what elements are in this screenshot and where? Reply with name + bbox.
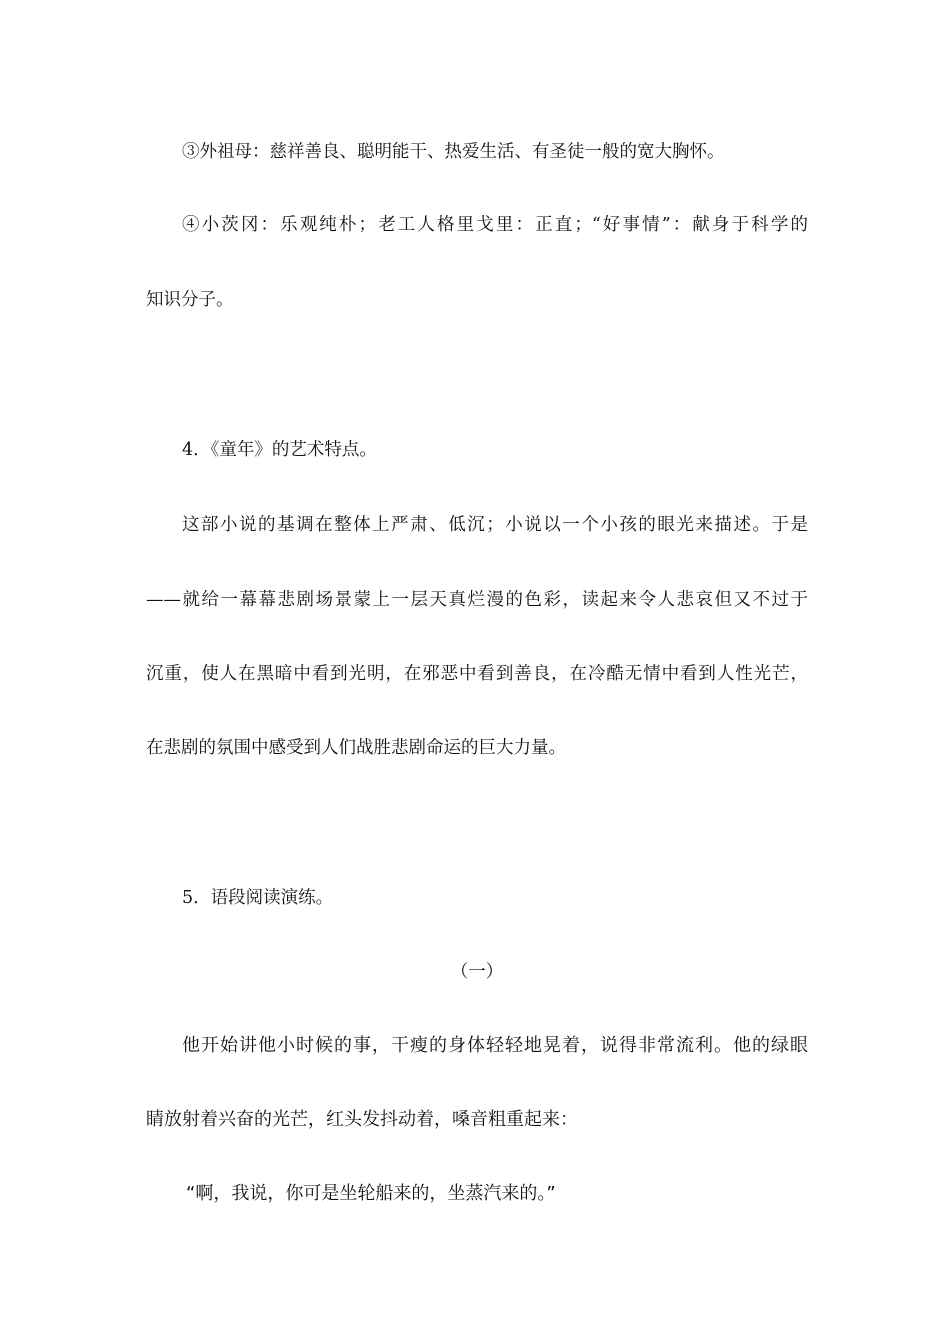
text-line-other-characters: ④小茨冈：乐观纯朴；老工人格里戈里：正直；“好事情”：献身于科学的 xyxy=(182,215,808,235)
text-line-grandmother: ③外祖母：慈祥善良、聪明能干、热爱生活、有圣徒一般的宽大胸怀。 xyxy=(182,142,725,162)
section-heading-art-features: 4．《童年》的艺术特点。 xyxy=(182,440,377,460)
passage-line-1: 他开始讲他小时候的事，干瘦的身体轻轻地晃着，说得非常流利。他的绿眼 xyxy=(182,1035,808,1056)
passage-line-2: 睛放射着兴奋的光芒，红头发抖动着，嗓音粗重起来： xyxy=(146,1109,578,1130)
text-line-intellectual: 知识分子。 xyxy=(146,290,234,310)
text-line-art-3: 沉重，使人在黑暗中看到光明，在邪恶中看到善良，在冷酷无情中看到人性光芒， xyxy=(146,664,808,684)
text-line-art-1: 这部小说的基调在整体上严肃、低沉；小说以一个小孩的眼光来描述。于是 xyxy=(182,515,808,535)
text-line-art-2: ——就给一幕幕悲剧场景蒙上一层天真烂漫的色彩，读起来令人悲哀但又不过于 xyxy=(146,590,808,610)
text-line-art-4: 在悲剧的氛围中感受到人们战胜悲剧命运的巨大力量。 xyxy=(146,738,566,758)
subsection-heading-one: （一） xyxy=(450,962,504,982)
passage-line-3: “啊，我说，你可是坐轮船来的，坐蒸汽来的。” xyxy=(186,1183,556,1204)
section-heading-reading-practice: 5．语段阅读演练。 xyxy=(182,888,334,908)
